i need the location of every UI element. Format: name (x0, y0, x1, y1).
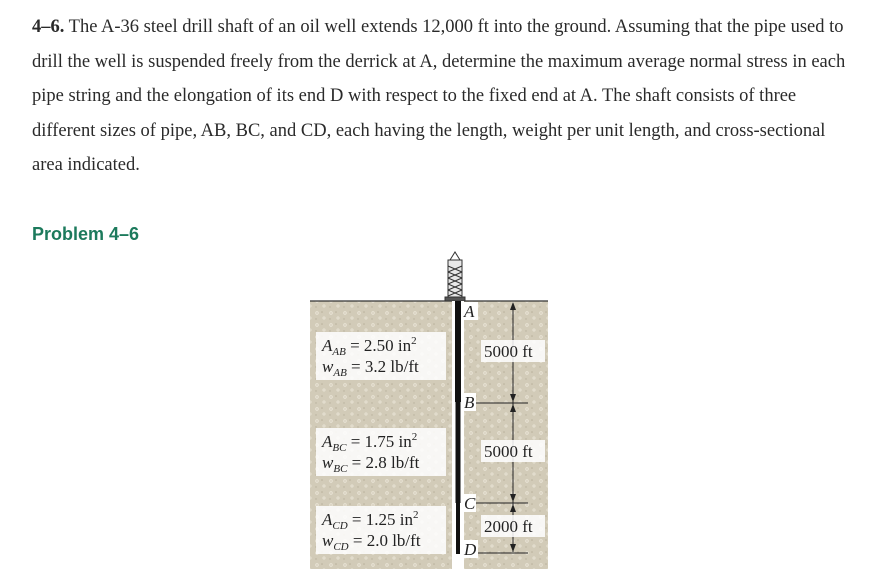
weight-cd-label: $w_{CD} = 2.0$ lb/ft (322, 531, 421, 553)
point-a-label: A (464, 302, 475, 321)
problem-number: 4–6. (32, 17, 65, 37)
area-bc-label: $A_{BC} = 1.75$ $in^2$ (322, 431, 418, 454)
point-b-label: B (464, 393, 475, 412)
length-bc-label: 5000 ft (484, 442, 533, 461)
pipe-bc (456, 402, 461, 503)
problem-statement (32, 10, 852, 183)
derrick-icon (445, 252, 465, 301)
point-c-label: C (464, 494, 476, 513)
drill-shaft-figure (300, 250, 560, 572)
area-ab-label: $A_{AB} = 2.50$ $in^2$ (322, 335, 417, 358)
pipe-ab (455, 301, 461, 402)
point-d-label: D (464, 540, 477, 559)
problem-body: The A-36 steel drill shaft of an oil well extends 12,000 ft into the ground. Assuming that the pipe used to drill the well is suspended freely from the derrick at A, determine the maximum average normal stress in each pipe string and the elongation of its end D with respect to the fixed end at A. The shaft consists of three different sizes of pipe, AB, BC, and CD, each having the length, weight per unit length, and cross-sectional area indicated. (32, 17, 846, 175)
length-cd-label: 2000 ft (484, 517, 533, 536)
weight-ab-label: $w_{AB} = 3.2$ lb/ft (322, 357, 419, 379)
pipe-cd (456, 503, 460, 554)
problem-heading: Problem 4–6 (32, 224, 140, 244)
area-cd-label: $A_{CD} = 1.25$ $in^2$ (322, 509, 419, 532)
weight-bc-label: $w_{BC} = 2.8$ lb/ft (322, 453, 420, 475)
length-ab-label: 5000 ft (484, 342, 533, 361)
